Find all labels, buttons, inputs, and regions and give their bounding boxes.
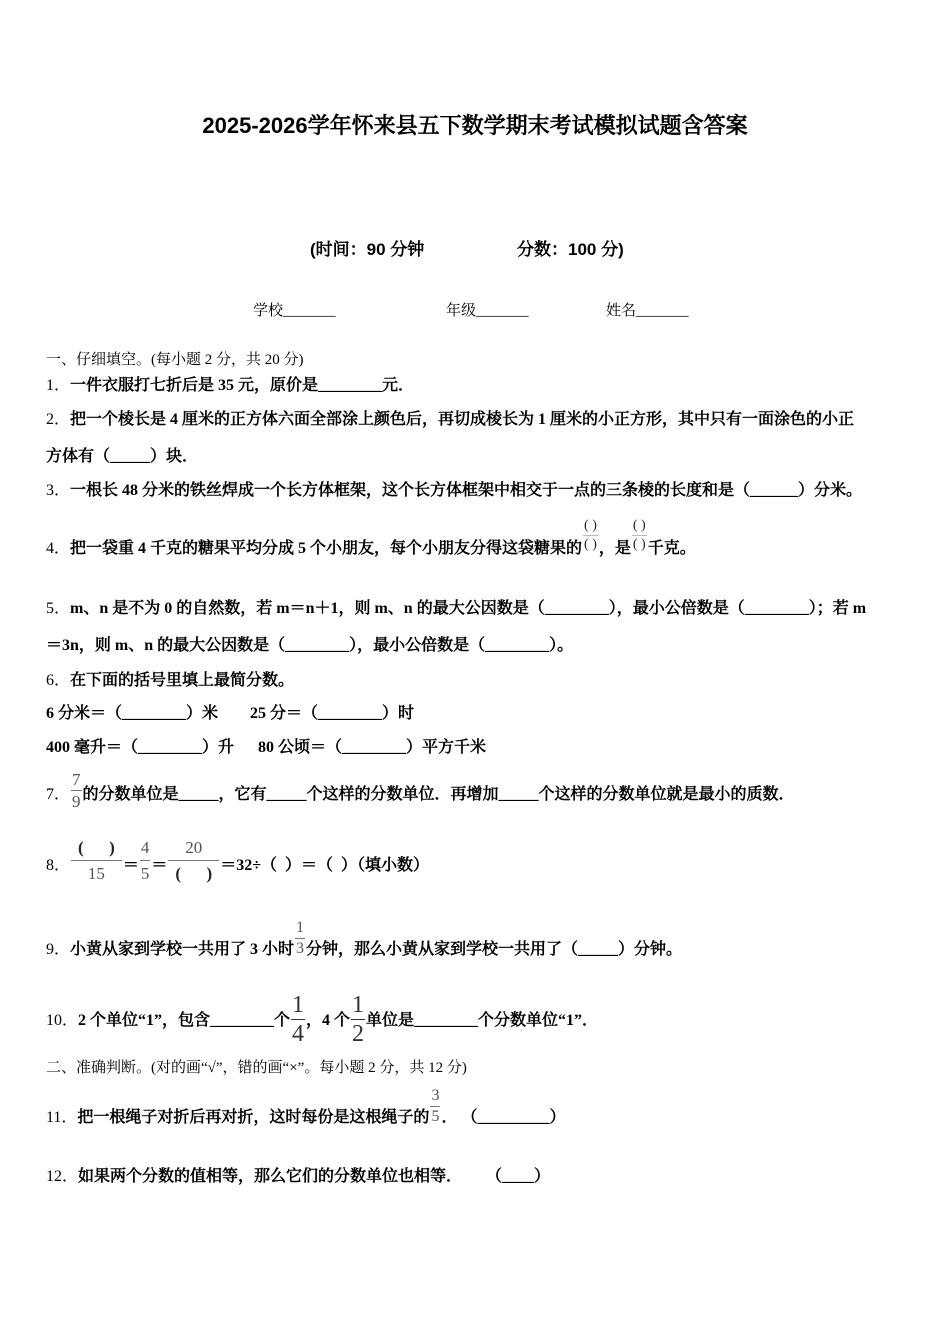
name-field: 姓名_______ (606, 303, 689, 319)
fraction-numerator: 7 (72, 769, 81, 789)
answer-blank: （_________） (469, 1109, 566, 1126)
school-field: 学校_______ (253, 303, 336, 319)
fraction-bar (291, 1019, 305, 1020)
equals-sign: ＝ (122, 857, 139, 874)
question-5 (46, 599, 866, 619)
fraction-bar (168, 860, 219, 861)
question-9 (46, 918, 683, 960)
question-11 (46, 1086, 566, 1128)
fraction-blank-over-15 (71, 837, 122, 885)
question-8 (46, 837, 429, 883)
question-7 (46, 769, 795, 811)
fraction-numerator: 1 (352, 991, 365, 1018)
exam-score: 分数：100 分) (517, 240, 624, 259)
question-number: 6． (46, 672, 71, 689)
fraction-denominator: 9 (72, 791, 81, 811)
question-text: 小黄从家到学校一共用了 3 小时 (70, 941, 295, 958)
question-text: 一件衣服打七折后是 35 元，原价是________元． (70, 377, 415, 394)
question-text: 把一根绳子对折后再对折，这时每份是这根绳子的 (77, 1109, 430, 1126)
question-number: 2． (46, 411, 71, 428)
question-text: 分钟，那么小黄从家到学校一共用了（_____）分钟。 (306, 941, 683, 958)
fraction-bar (295, 938, 305, 939)
question-text: m、n 是不为 0 的自然数，若 m＝n＋1，则 m、n 的最大公因数是（________），最小公倍数是（________）；若 m (70, 600, 867, 617)
question-number: 9． (46, 941, 71, 958)
fraction-numerator: 20 (185, 837, 203, 857)
question-6 (46, 671, 294, 691)
question-number: 7． (46, 786, 71, 803)
question-5-continued: ＝3n，则 m、n 的最大公因数是（________），最小公倍数是（________）。 (46, 637, 574, 654)
fraction-bar (430, 1106, 440, 1107)
fraction-numerator: 1 (296, 918, 305, 936)
fraction-bar (351, 1019, 365, 1020)
fraction-4-5 (140, 837, 151, 885)
fraction-denominator: ( ) (584, 536, 597, 552)
fraction-denominator: 5 (431, 1107, 440, 1125)
fraction-blank (632, 519, 647, 552)
fraction-bar (632, 535, 647, 536)
exam-time: (时间：90 分钟 (310, 240, 425, 259)
question-number: 3． (46, 482, 71, 499)
question-text: ＝32÷（ ）＝（ ）（填小数） (220, 857, 429, 874)
question-text: 单位是________个分数单位“1”． (366, 1012, 599, 1029)
fraction-denominator: ( ) (175, 863, 213, 883)
fraction-numerator: 4 (140, 837, 150, 857)
conversion-item: 80 公顷＝（________）平方千米 (258, 739, 487, 756)
question-text: 的分数单位是_____，它有_____个这样的分数单位．再增加_____个这样的分数单位就是最小的质数． (82, 786, 795, 803)
question-text: 把一个棱长是 4 厘米的正方体六面全部涂上颜色后，再切成棱长为 1 厘米的小正方形，其中只有一面涂色的小正 (70, 411, 855, 428)
answer-blank: （____） (494, 1168, 551, 1185)
fraction-numerator: ( ) (78, 837, 115, 857)
question-12 (46, 1167, 550, 1187)
question-3 (46, 481, 862, 501)
fraction-bar (71, 790, 82, 791)
fraction-numerator: ( ) (584, 517, 597, 533)
question-number: 12． (46, 1168, 79, 1185)
section-2-heading: 二、准确判断。(对的画“√”，错的画“×”。每小题 2 分，共 12 分) (46, 1060, 467, 1076)
question-number: 10． (46, 1012, 79, 1029)
fraction-blank (583, 519, 598, 552)
grade-field: 年级_______ (446, 303, 529, 319)
question-text: ，4 个 (306, 1012, 351, 1029)
question-2 (46, 410, 854, 430)
fraction-1-3 (295, 920, 305, 957)
exam-title: 2025-2026学年怀来县五下数学期末考试模拟试题含答案 (202, 113, 748, 138)
question-number: 5． (46, 600, 71, 617)
fraction-bar (71, 860, 122, 861)
fraction-numerator: 1 (292, 991, 305, 1018)
question-text: 千克。 (647, 540, 696, 557)
question-number: 4． (46, 540, 71, 557)
fraction-bar (583, 535, 598, 536)
fraction-numerator: 3 (431, 1086, 440, 1104)
fraction-7-9 (71, 771, 82, 810)
fraction-bar (140, 860, 151, 861)
conversion-item: 400 毫升＝（________）升 (46, 739, 235, 756)
fraction-denominator: ( ) (632, 536, 646, 552)
question-number: 8． (46, 857, 71, 874)
question-text: 2 个单位“1”，包含________个 (78, 1012, 291, 1029)
question-text: ． (441, 1109, 458, 1126)
fraction-3-5 (430, 1088, 440, 1125)
question-1 (46, 376, 414, 396)
question-number: 1． (46, 377, 71, 394)
fraction-denominator: 15 (87, 863, 105, 883)
fraction-1-4 (291, 993, 305, 1046)
fraction-denominator: 2 (352, 1020, 365, 1047)
question-4 (46, 517, 696, 559)
fraction-denominator: 5 (140, 863, 150, 883)
fraction-denominator: 4 (292, 1020, 305, 1047)
fraction-1-2 (351, 993, 365, 1046)
question-text: ，是 (598, 540, 631, 557)
question-number: 11． (46, 1109, 78, 1126)
fraction-numerator: ( ) (632, 517, 646, 533)
question-text: 在下面的括号里填上最简分数。 (70, 672, 295, 689)
question-text: 如果两个分数的值相等，那么它们的分数单位也相等． (78, 1168, 463, 1185)
conversion-item: 25 分＝（________）时 (250, 705, 415, 722)
question-2-continued: 方体有（_____）块． (46, 448, 199, 465)
conversion-item: 6 分米＝（________）米 (46, 705, 219, 722)
section-1-heading: 一、仔细填空。(每小题 2 分，共 20 分) (46, 352, 304, 368)
equals-sign: ＝ (151, 857, 168, 874)
question-text: 把一袋重 4 千克的糖果平均分成 5 个小朋友，每个小朋友分得这袋糖果的 (70, 540, 583, 557)
question-text: 一根长 48 分米的铁丝焊成一个长方体框架，这个长方体框架中相交于一点的三条棱的长度和是（______）分米。 (70, 482, 863, 499)
fraction-denominator: 3 (296, 939, 305, 957)
question-10 (46, 991, 599, 1047)
fraction-20-over-blank (168, 837, 219, 885)
